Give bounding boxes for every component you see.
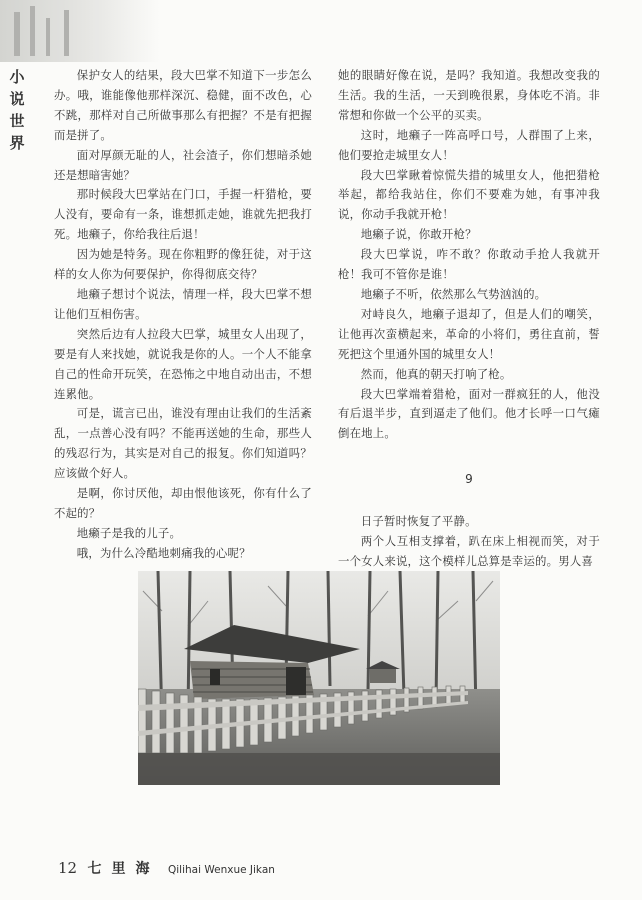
magazine-name: 七里海	[87, 861, 160, 877]
paragraph: 地癞子想讨个说法，情理一样，段大巴掌不想让他们互相伤害。	[54, 286, 312, 321]
page-number: 12	[58, 859, 78, 877]
paragraph: 面对厚颜无耻的人，社会渣子，你们想暗杀她还是想暗害她？	[54, 147, 312, 182]
paragraph: 哦，为什么冷酷地刺痛我的心呢？	[76, 545, 251, 560]
paragraph: 突然后边有人拉段大巴掌，城里女人出现了，要是有人来找她，就说我是你的人。一个人不能拿自己的性命开玩笑，在恐怖之中地自动出击，不想连累他。	[54, 326, 312, 401]
magazine-latin-name: Qilihai Wenxue Jikan	[168, 864, 275, 876]
paragraph: 因为她是特务。现在你粗野的像狂徒，对于这样的女人你为何要保护，你得彻底交待？	[54, 247, 312, 282]
paragraph: 段大巴掌瞅着惊慌失措的城里女人，他把猎枪举起，都给我站住，你们不要难为她，有事冲我说，你动手我就开枪！	[338, 167, 600, 222]
paragraph: 对峙良久，地癞子退却了，但是人们的嘲笑，让他再次蛮横起来，革命的小将们，勇往直前，誓死把这个里通外国的城里女人！	[338, 306, 600, 361]
paragraph: 这时，地癞子一阵高呼口号，人群围了上来，他们要抢走城里女人！	[338, 127, 600, 162]
paragraph: 段大巴掌端着猎枪，面对一群疯狂的人，他没有后退半步，直到逼走了他们。他才长呼一口气瘫倒在地上。	[338, 386, 600, 441]
paragraph: 地癞子不听，依然那么气势汹汹的。	[360, 286, 547, 301]
paragraph: 那时候段大巴掌站在门口，手握一杆猎枪，要人没有，要命有一条，谁想抓走她，谁就先把我打死。地癞子，你给我往后退！	[54, 187, 312, 242]
paragraph: 她的眼睛好像在说，是吗？我知道。我想改变我的生活。我的生活，一天到晚很累，身体吃不消。非常想和你做一个公平的买卖。	[338, 68, 600, 122]
section-label: 小说世界	[9, 68, 25, 152]
paragraph: 保护女人的结果，段大巴掌不知道下一步怎么办。哦，谁能像他那样深沉、稳健，面不改色，心不跳，那样对自己所做事那么有把握？不是有把握而是拼了。	[54, 68, 312, 142]
paragraph: 日子暂时恢复了平静。	[360, 514, 477, 529]
paragraph: 地癞子是我的儿子。	[76, 525, 182, 540]
paragraph: 可是，谎言已出，谁没有理由让我们的生活紊乱，一点善心没有吗？不能再送她的生命，那些人的残忍行为，其实是对自己的报复。你们知道吗？应该做个好人。	[54, 406, 312, 481]
log-cabin-photo	[138, 571, 500, 785]
left-column	[54, 66, 312, 564]
paragraph: 然而，他真的朝天打响了枪。	[360, 366, 512, 381]
page-footer	[58, 858, 275, 878]
paragraph: 段大巴掌说，咋不敢？你敢动手抢人我就开枪！我可不管你是谁！	[338, 247, 600, 282]
paragraph: 两个人互相支撑着，趴在床上相视而笑，对于一个女人来说，这个模样儿总算是幸运的。男人喜	[338, 534, 600, 568]
log-cabin-illustration	[138, 571, 500, 785]
paragraph: 是啊，你讨厌他，却由恨他该死，你有什么了不起的？	[54, 486, 312, 520]
chapter-number: 9	[465, 472, 473, 487]
paragraph: 地癞子说，你敢开枪？	[360, 227, 477, 242]
right-column	[338, 66, 600, 572]
header-decoration-photo	[0, 0, 160, 62]
